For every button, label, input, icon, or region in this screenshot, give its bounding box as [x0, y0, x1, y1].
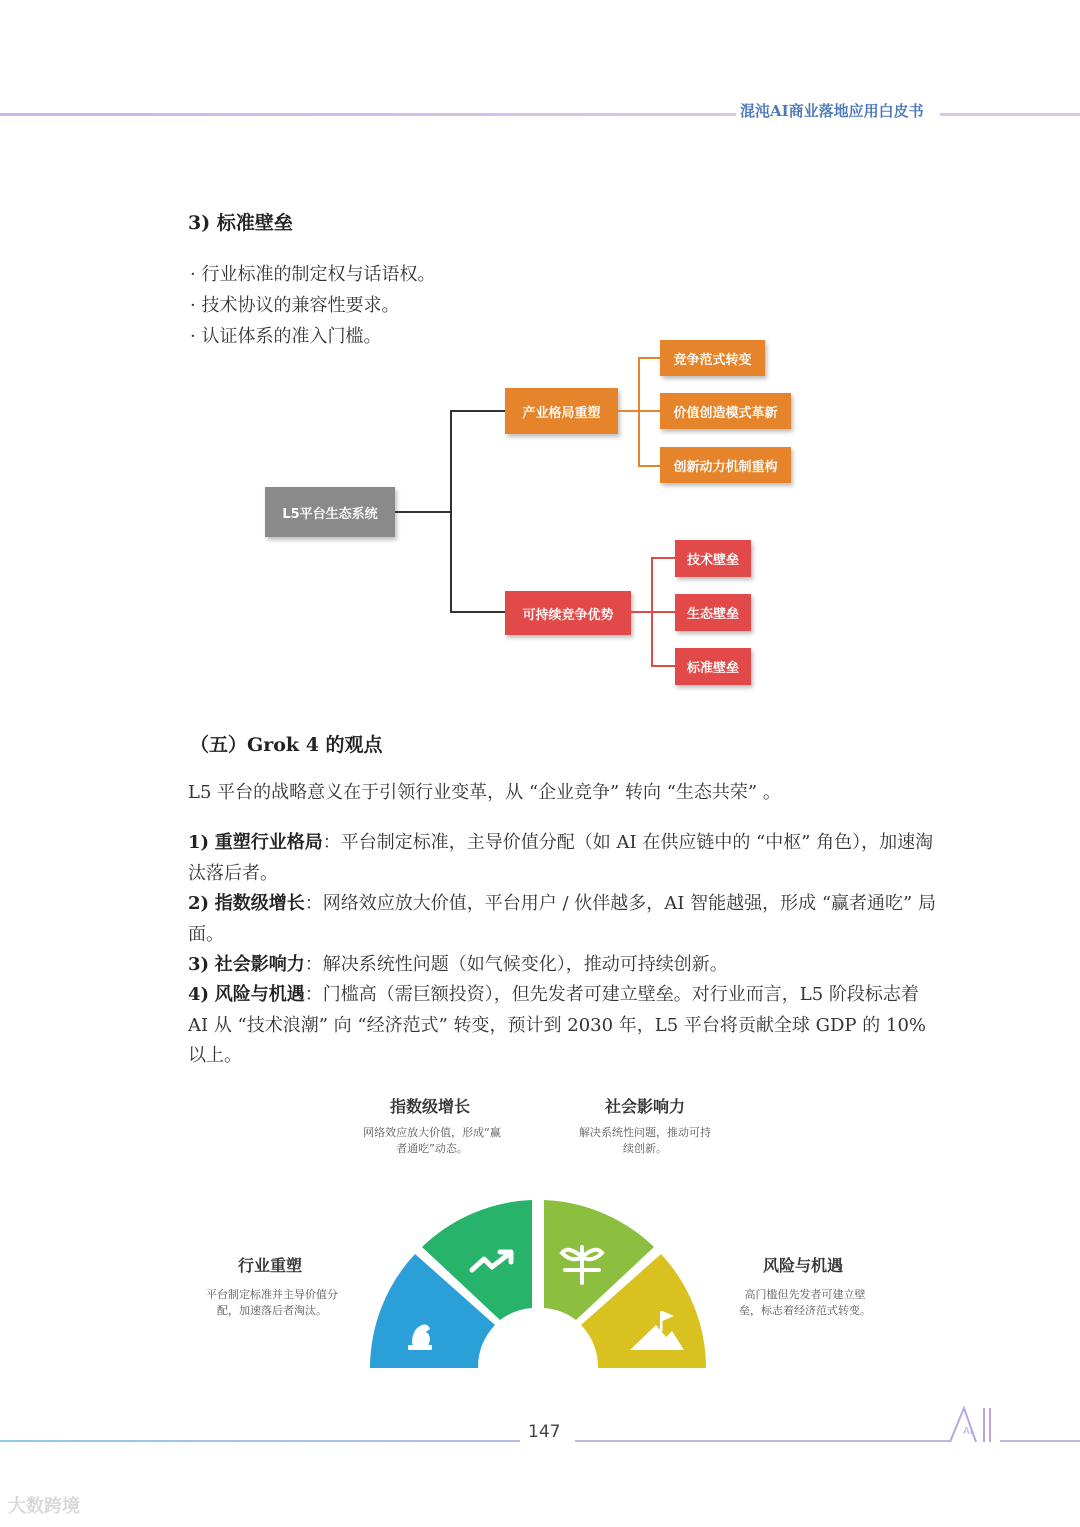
list-item — [188, 980, 938, 1072]
tree-branch-node-industry: 产业格局重塑 — [505, 388, 618, 434]
header-title: 混沌AI商业落地应用白皮书 — [740, 102, 924, 120]
item-text: ：平台制定标准，主导价值分配（如 AI 在供应链中的 “中枢” 角色），加速淘汰落后者。 — [188, 832, 934, 884]
connector — [651, 611, 675, 613]
segment-title: 风险与机遇 — [762, 1256, 843, 1275]
connector — [450, 410, 505, 412]
list-item — [188, 950, 938, 981]
list-item — [188, 889, 938, 950]
tree-leaf-node: 标准壁垒 — [675, 648, 751, 685]
semicircle-chart — [360, 1195, 720, 1380]
item-number: 1) — [188, 832, 210, 853]
segment-title: 行业重塑 — [237, 1256, 302, 1275]
connector — [638, 357, 660, 359]
tree-leaf-node: 价值创造模式革新 — [660, 393, 791, 429]
connector — [651, 557, 675, 559]
connector — [618, 410, 640, 412]
item-label: 风险与机遇 — [214, 984, 305, 1005]
ai-logo-icon — [946, 1404, 1006, 1444]
item-text: ：网络效应放大价值，平台用户 / 伙伴越多，AI 智能越强，形成 “赢者通吃” 局面。 — [188, 893, 936, 945]
segment-desc: 解决系统性问题，推动可持续创新。 — [579, 1126, 711, 1155]
header-rule-left — [0, 113, 736, 116]
item-label: 社会影响力 — [214, 954, 305, 975]
tree-branch-node-advantage: 可持续竞争优势 — [505, 591, 631, 635]
list-item — [188, 828, 938, 889]
connector — [638, 465, 660, 467]
section5-heading: （五）Grok 4 的观点 — [190, 734, 383, 756]
segment-title: 指数级增长 — [389, 1097, 470, 1116]
connector — [631, 611, 653, 613]
item-number: 2) — [188, 893, 210, 914]
item-label: 重塑行业格局 — [214, 832, 323, 853]
connector — [651, 665, 675, 667]
segment-desc: 平台制定标准并主导价值分配，加速落后者淘汰。 — [206, 1288, 338, 1317]
tree-leaf-node: 生态壁垒 — [675, 594, 751, 631]
footer-rule-right — [575, 1440, 950, 1442]
item-label: 指数级增长 — [214, 893, 305, 914]
section3-heading: 3) 标准壁垒 — [188, 212, 293, 234]
segment-title: 社会影响力 — [604, 1097, 685, 1116]
segment-desc: 高门槛但先发者可建立壁垒，标志着经济范式转变。 — [739, 1288, 871, 1317]
item-number: 3) — [188, 954, 210, 975]
footer-rule-right-end — [1000, 1440, 1080, 1442]
footer-rule-left — [0, 1440, 520, 1442]
header-rule-right — [940, 113, 1080, 116]
tree-leaf-node: 技术壁垒 — [675, 540, 751, 577]
item-number: 4) — [188, 984, 210, 1005]
bullet-item: · 认证体系的准入门槛。 — [190, 326, 382, 347]
bullet-item: · 技术协议的兼容性要求。 — [190, 295, 400, 316]
item-text: ：解决系统性问题（如气候变化），推动可持续创新。 — [304, 954, 728, 975]
segment-desc: 网络效应放大价值，形成“赢者通吃”动态。 — [363, 1126, 501, 1155]
connector — [450, 410, 452, 613]
connector — [638, 410, 660, 412]
section5-intro: L5 平台的战略意义在于引领行业变革，从 “企业竞争” 转向 “生态共荣” 。 — [188, 782, 781, 803]
bullet-item: · 行业标准的制定权与话语权。 — [190, 264, 436, 285]
connector — [395, 511, 451, 513]
tree-leaf-node: 竞争范式转变 — [660, 340, 765, 376]
page-number: 147 — [528, 1422, 561, 1442]
item-text: ：门槛高（需巨额投资），但先发者可建立壁垒。对行业而言，L5 阶段标志着 AI 从 “技术浪潮” 向 “经济范式” 转变，预计到 2030 年，L5 平台将贡献全球 GDP 的 10% 以上。 — [188, 984, 926, 1066]
connector — [638, 357, 640, 467]
connector — [450, 611, 505, 613]
watermark: 大数跨境 — [8, 1496, 80, 1517]
tree-leaf-node: 创新动力机制重构 — [660, 447, 791, 483]
tree-root-node: L5平台生态系统 — [265, 487, 395, 537]
logo-text: AI — [963, 1426, 973, 1437]
